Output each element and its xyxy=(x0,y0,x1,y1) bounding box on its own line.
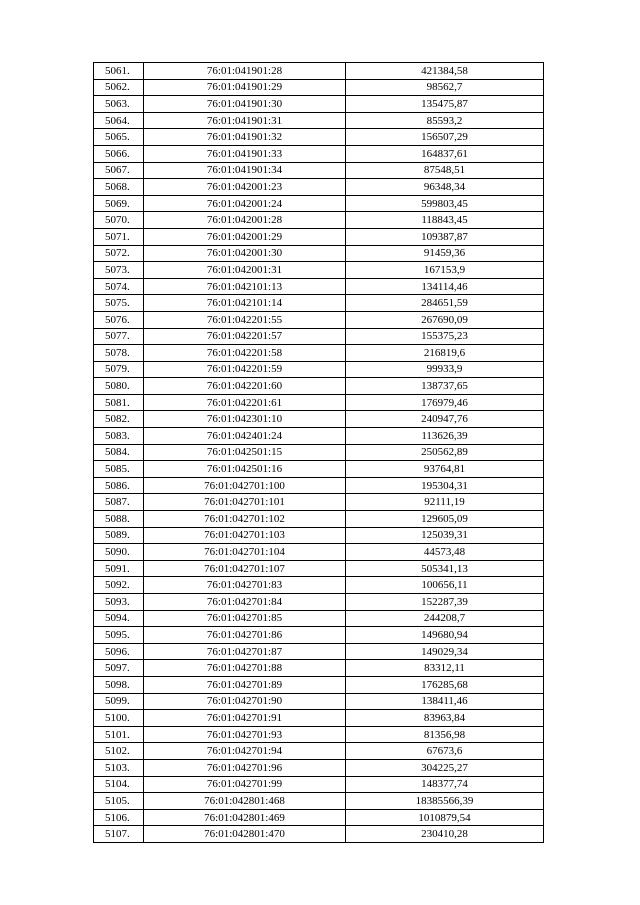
table-row xyxy=(94,643,544,660)
cadastral-number-cell: 76:01:042801:470 xyxy=(144,826,346,843)
cadastral-number-cell: 76:01:041901:30 xyxy=(144,96,346,113)
row-number-cell: 5082. xyxy=(94,411,144,428)
cadastral-number-cell: 76:01:042201:55 xyxy=(144,311,346,328)
cadastral-number-cell: 76:01:042701:94 xyxy=(144,743,346,760)
value-cell: 118843,45 xyxy=(346,212,544,229)
table-row xyxy=(94,477,544,494)
value-cell: 44573,48 xyxy=(346,544,544,561)
value-cell: 135475,87 xyxy=(346,96,544,113)
row-number-cell: 5072. xyxy=(94,245,144,262)
row-number-cell: 5077. xyxy=(94,328,144,345)
row-number-cell: 5066. xyxy=(94,145,144,162)
value-cell: 93764,81 xyxy=(346,461,544,478)
value-cell: 92111,19 xyxy=(346,494,544,511)
row-number-cell: 5062. xyxy=(94,79,144,96)
row-number-cell: 5097. xyxy=(94,660,144,677)
value-cell: 99933,9 xyxy=(346,361,544,378)
row-number-cell: 5080. xyxy=(94,378,144,395)
row-number-cell: 5075. xyxy=(94,295,144,312)
cadastral-number-cell: 76:01:041901:31 xyxy=(144,112,346,129)
table-row xyxy=(94,594,544,611)
row-number-cell: 5093. xyxy=(94,594,144,611)
row-number-cell: 5074. xyxy=(94,278,144,295)
table-row xyxy=(94,378,544,395)
value-cell: 83963,84 xyxy=(346,710,544,727)
table-row xyxy=(94,527,544,544)
table-row xyxy=(94,162,544,179)
row-number-cell: 5091. xyxy=(94,560,144,577)
row-number-cell: 5070. xyxy=(94,212,144,229)
cadastral-number-cell: 76:01:042001:30 xyxy=(144,245,346,262)
cadastral-number-cell: 76:01:042201:57 xyxy=(144,328,346,345)
cadastral-number-cell: 76:01:042701:96 xyxy=(144,759,346,776)
value-cell: 129605,09 xyxy=(346,511,544,528)
value-cell: 81356,98 xyxy=(346,726,544,743)
cadastral-number-cell: 76:01:041901:33 xyxy=(144,145,346,162)
row-number-cell: 5064. xyxy=(94,112,144,129)
cadastral-number-cell: 76:01:042701:89 xyxy=(144,676,346,693)
table-row xyxy=(94,793,544,810)
cadastral-number-cell: 76:01:042701:86 xyxy=(144,627,346,644)
table-row xyxy=(94,726,544,743)
row-number-cell: 5103. xyxy=(94,759,144,776)
table-row xyxy=(94,511,544,528)
row-number-cell: 5088. xyxy=(94,511,144,528)
row-number-cell: 5106. xyxy=(94,809,144,826)
cadastral-number-cell: 76:01:042701:104 xyxy=(144,544,346,561)
cadastral-number-cell: 76:01:042201:60 xyxy=(144,378,346,395)
row-number-cell: 5102. xyxy=(94,743,144,760)
value-cell: 267690,09 xyxy=(346,311,544,328)
row-number-cell: 5092. xyxy=(94,577,144,594)
cadastral-number-cell: 76:01:042001:31 xyxy=(144,262,346,279)
value-cell: 138411,46 xyxy=(346,693,544,710)
cadastral-number-cell: 76:01:042101:14 xyxy=(144,295,346,312)
value-cell: 83312,11 xyxy=(346,660,544,677)
cadastral-number-cell: 76:01:042701:84 xyxy=(144,594,346,611)
table-row xyxy=(94,212,544,229)
value-cell: 91459,36 xyxy=(346,245,544,262)
value-cell: 149029,34 xyxy=(346,643,544,660)
table-body xyxy=(94,63,544,843)
cadastral-number-cell: 76:01:041901:32 xyxy=(144,129,346,146)
cadastral-number-cell: 76:01:042701:102 xyxy=(144,511,346,528)
table-row xyxy=(94,809,544,826)
row-number-cell: 5085. xyxy=(94,461,144,478)
row-number-cell: 5107. xyxy=(94,826,144,843)
row-number-cell: 5101. xyxy=(94,726,144,743)
value-cell: 18385566,39 xyxy=(346,793,544,810)
row-number-cell: 5081. xyxy=(94,394,144,411)
cadastral-number-cell: 76:01:042701:107 xyxy=(144,560,346,577)
table-row xyxy=(94,96,544,113)
cadastral-value-table xyxy=(93,62,544,843)
table-row xyxy=(94,195,544,212)
row-number-cell: 5061. xyxy=(94,63,144,80)
value-cell: 250562,89 xyxy=(346,444,544,461)
table-row xyxy=(94,228,544,245)
table-row xyxy=(94,560,544,577)
cadastral-number-cell: 76:01:042701:103 xyxy=(144,527,346,544)
row-number-cell: 5094. xyxy=(94,610,144,627)
table-row xyxy=(94,826,544,843)
cadastral-number-cell: 76:01:042301:10 xyxy=(144,411,346,428)
table-row xyxy=(94,361,544,378)
row-number-cell: 5105. xyxy=(94,793,144,810)
table-row xyxy=(94,262,544,279)
value-cell: 152287,39 xyxy=(346,594,544,611)
table-row xyxy=(94,577,544,594)
row-number-cell: 5078. xyxy=(94,345,144,362)
table-row xyxy=(94,494,544,511)
cadastral-number-cell: 76:01:042701:83 xyxy=(144,577,346,594)
table-row xyxy=(94,428,544,445)
value-cell: 125039,31 xyxy=(346,527,544,544)
table-row xyxy=(94,311,544,328)
value-cell: 284651,59 xyxy=(346,295,544,312)
table-row xyxy=(94,79,544,96)
value-cell: 156507,29 xyxy=(346,129,544,146)
row-number-cell: 5079. xyxy=(94,361,144,378)
value-cell: 67673,6 xyxy=(346,743,544,760)
cadastral-number-cell: 76:01:042501:16 xyxy=(144,461,346,478)
table-row xyxy=(94,660,544,677)
value-cell: 134114,46 xyxy=(346,278,544,295)
table-row xyxy=(94,710,544,727)
cadastral-number-cell: 76:01:042701:90 xyxy=(144,693,346,710)
row-number-cell: 5076. xyxy=(94,311,144,328)
table-row xyxy=(94,759,544,776)
value-cell: 421384,58 xyxy=(346,63,544,80)
value-cell: 230410,28 xyxy=(346,826,544,843)
value-cell: 167153,9 xyxy=(346,262,544,279)
table-row xyxy=(94,461,544,478)
value-cell: 244208,7 xyxy=(346,610,544,627)
cadastral-number-cell: 76:01:042701:101 xyxy=(144,494,346,511)
value-cell: 304225,27 xyxy=(346,759,544,776)
row-number-cell: 5090. xyxy=(94,544,144,561)
row-number-cell: 5065. xyxy=(94,129,144,146)
cadastral-number-cell: 76:01:042801:469 xyxy=(144,809,346,826)
cadastral-number-cell: 76:01:042001:24 xyxy=(144,195,346,212)
cadastral-number-cell: 76:01:041901:28 xyxy=(144,63,346,80)
row-number-cell: 5096. xyxy=(94,643,144,660)
value-cell: 195304,31 xyxy=(346,477,544,494)
table-row xyxy=(94,444,544,461)
row-number-cell: 5083. xyxy=(94,428,144,445)
row-number-cell: 5071. xyxy=(94,228,144,245)
row-number-cell: 5087. xyxy=(94,494,144,511)
value-cell: 216819,6 xyxy=(346,345,544,362)
value-cell: 164837,61 xyxy=(346,145,544,162)
value-cell: 98562,7 xyxy=(346,79,544,96)
value-cell: 505341,13 xyxy=(346,560,544,577)
cadastral-number-cell: 76:01:042201:59 xyxy=(144,361,346,378)
table-row xyxy=(94,145,544,162)
row-number-cell: 5095. xyxy=(94,627,144,644)
value-cell: 155375,23 xyxy=(346,328,544,345)
cadastral-number-cell: 76:01:042101:13 xyxy=(144,278,346,295)
table-row xyxy=(94,63,544,80)
table-row xyxy=(94,610,544,627)
row-number-cell: 5098. xyxy=(94,676,144,693)
row-number-cell: 5068. xyxy=(94,179,144,196)
value-cell: 113626,39 xyxy=(346,428,544,445)
cadastral-number-cell: 76:01:042701:99 xyxy=(144,776,346,793)
row-number-cell: 5100. xyxy=(94,710,144,727)
cadastral-number-cell: 76:01:042201:61 xyxy=(144,394,346,411)
table-row xyxy=(94,743,544,760)
value-cell: 176285,68 xyxy=(346,676,544,693)
row-number-cell: 5099. xyxy=(94,693,144,710)
table-row xyxy=(94,278,544,295)
cadastral-number-cell: 76:01:041901:34 xyxy=(144,162,346,179)
table-row xyxy=(94,179,544,196)
cadastral-number-cell: 76:01:042701:91 xyxy=(144,710,346,727)
table-row xyxy=(94,544,544,561)
cadastral-number-cell: 76:01:042401:24 xyxy=(144,428,346,445)
value-cell: 149680,94 xyxy=(346,627,544,644)
row-number-cell: 5063. xyxy=(94,96,144,113)
table-row xyxy=(94,345,544,362)
row-number-cell: 5067. xyxy=(94,162,144,179)
cadastral-number-cell: 76:01:042701:100 xyxy=(144,477,346,494)
value-cell: 599803,45 xyxy=(346,195,544,212)
table-row xyxy=(94,693,544,710)
table-row xyxy=(94,776,544,793)
value-cell: 87548,51 xyxy=(346,162,544,179)
cadastral-number-cell: 76:01:041901:29 xyxy=(144,79,346,96)
value-cell: 100656,11 xyxy=(346,577,544,594)
cadastral-number-cell: 76:01:042701:85 xyxy=(144,610,346,627)
table-row xyxy=(94,394,544,411)
cadastral-number-cell: 76:01:042201:58 xyxy=(144,345,346,362)
table-row xyxy=(94,295,544,312)
value-cell: 176979,46 xyxy=(346,394,544,411)
row-number-cell: 5073. xyxy=(94,262,144,279)
value-cell: 138737,65 xyxy=(346,378,544,395)
cadastral-number-cell: 76:01:042501:15 xyxy=(144,444,346,461)
value-cell: 96348,34 xyxy=(346,179,544,196)
value-cell: 85593,2 xyxy=(346,112,544,129)
row-number-cell: 5084. xyxy=(94,444,144,461)
cadastral-number-cell: 76:01:042001:28 xyxy=(144,212,346,229)
row-number-cell: 5089. xyxy=(94,527,144,544)
value-cell: 1010879,54 xyxy=(346,809,544,826)
row-number-cell: 5086. xyxy=(94,477,144,494)
cadastral-number-cell: 76:01:042701:93 xyxy=(144,726,346,743)
row-number-cell: 5069. xyxy=(94,195,144,212)
cadastral-number-cell: 76:01:042001:23 xyxy=(144,179,346,196)
cadastral-number-cell: 76:01:042801:468 xyxy=(144,793,346,810)
cadastral-number-cell: 76:01:042701:87 xyxy=(144,643,346,660)
value-cell: 148377,74 xyxy=(346,776,544,793)
table-row xyxy=(94,627,544,644)
cadastral-number-cell: 76:01:042701:88 xyxy=(144,660,346,677)
value-cell: 109387,87 xyxy=(346,228,544,245)
cadastral-number-cell: 76:01:042001:29 xyxy=(144,228,346,245)
table-row xyxy=(94,676,544,693)
value-cell: 240947,76 xyxy=(346,411,544,428)
table-row xyxy=(94,245,544,262)
table-row xyxy=(94,112,544,129)
row-number-cell: 5104. xyxy=(94,776,144,793)
table-row xyxy=(94,411,544,428)
table-row xyxy=(94,129,544,146)
table-row xyxy=(94,328,544,345)
